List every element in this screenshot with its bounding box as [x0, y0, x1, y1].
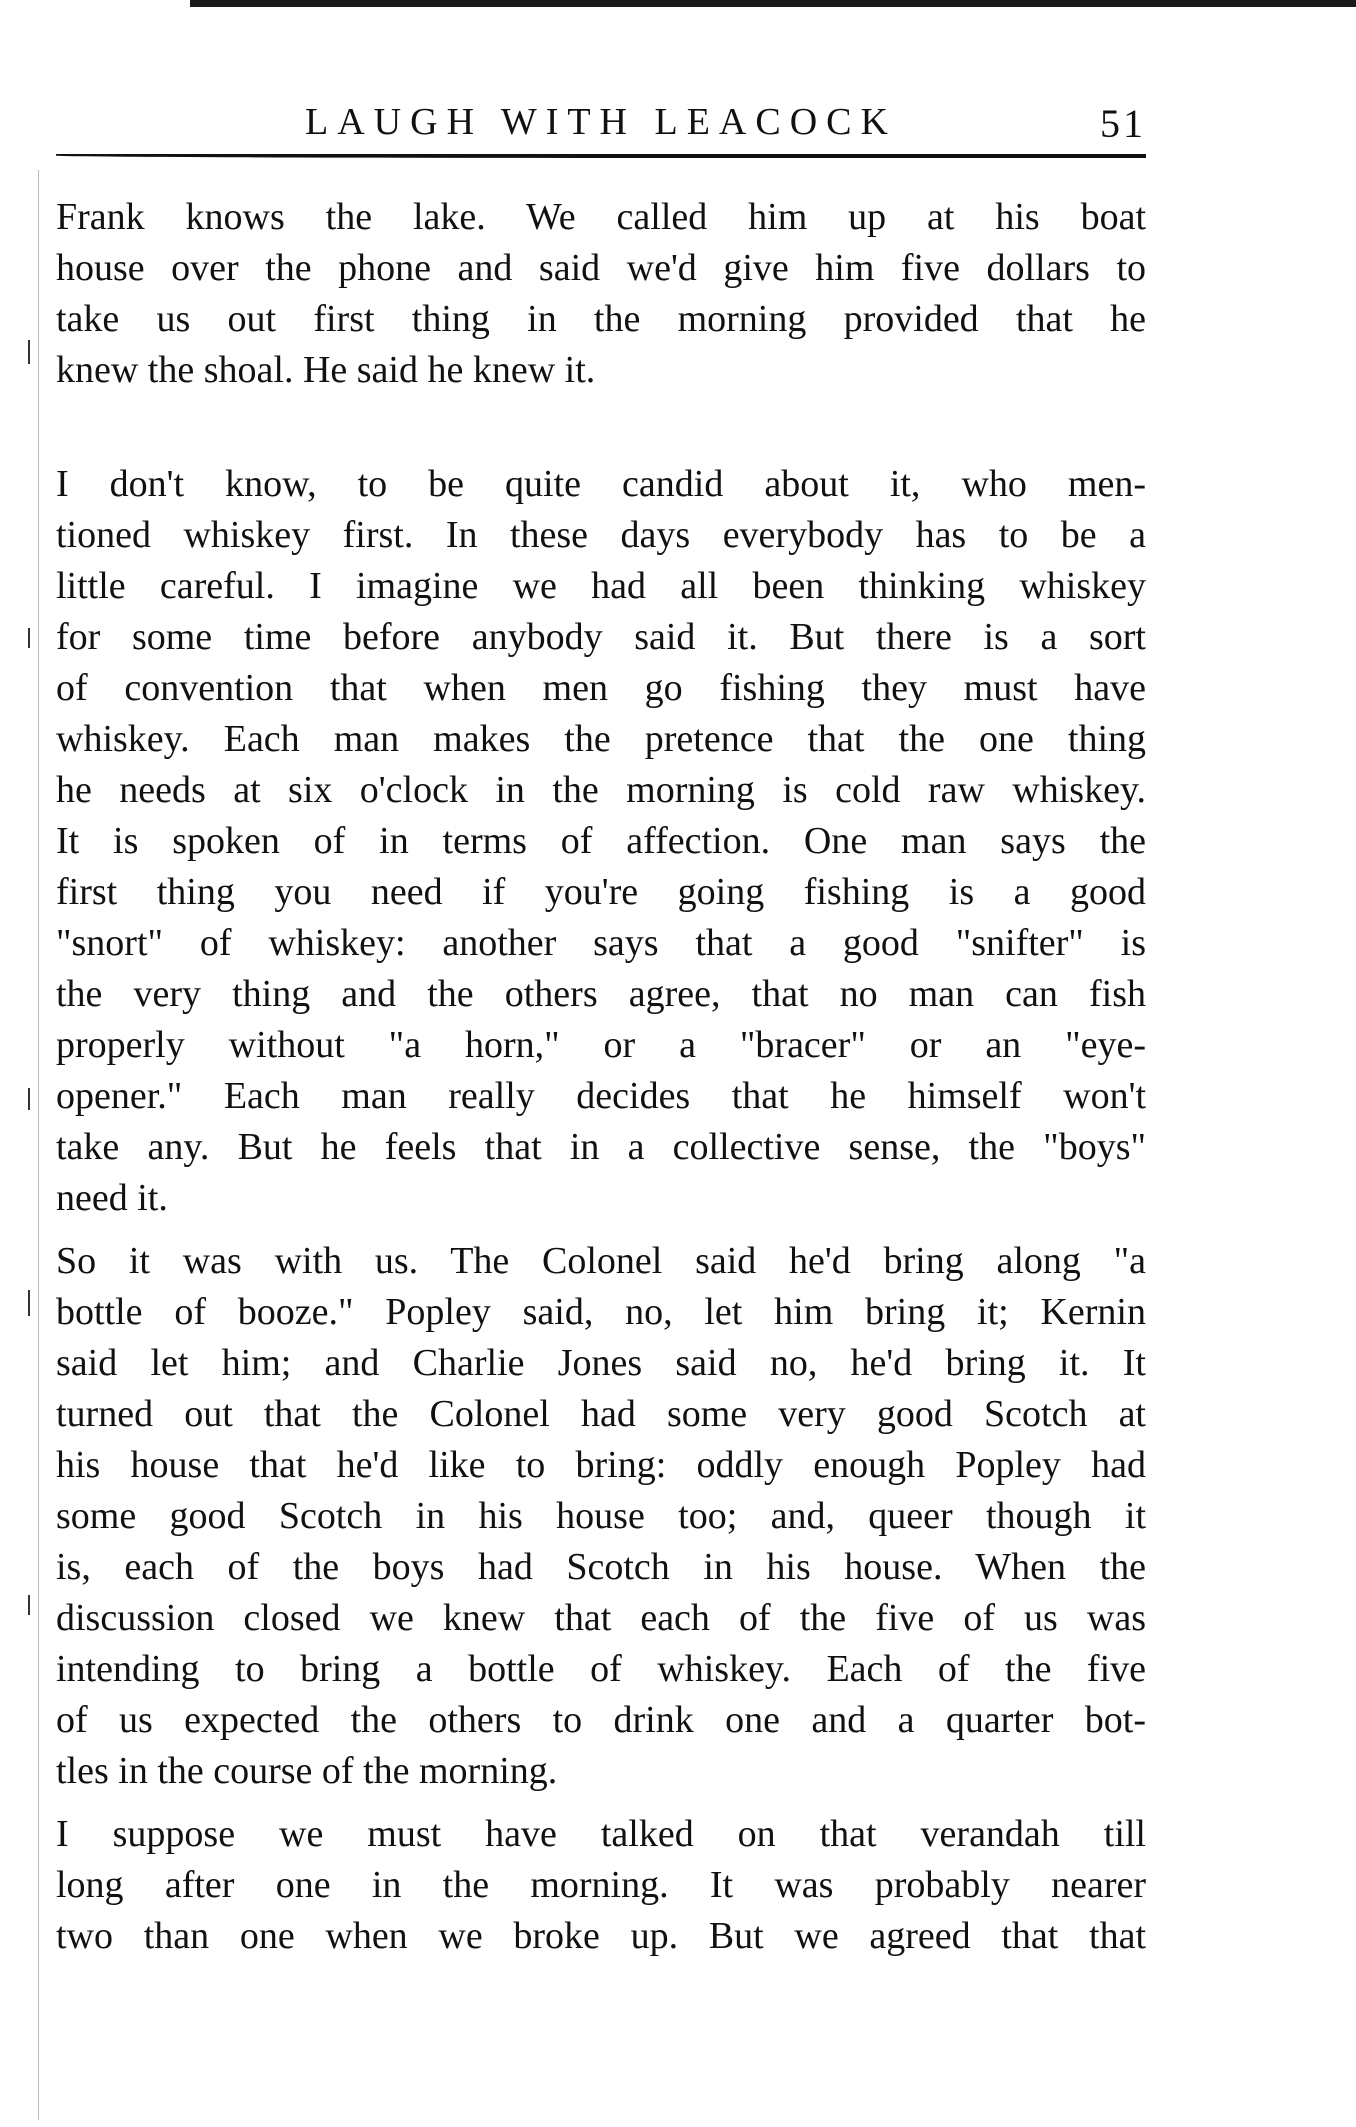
paragraph	[56, 459, 1146, 1224]
text-line: tioned whiskey first. In these days everybody has to be a	[56, 514, 1146, 556]
paragraph-gap	[56, 1797, 1146, 1809]
text-line: whiskey. Each man makes the pretence that the one thing	[56, 718, 1146, 760]
text-line: "snort" of whiskey: another says that a good "snifter" is	[56, 922, 1146, 964]
header-rule	[56, 154, 1146, 158]
running-title: LAUGH WITH LEACOCK	[305, 101, 897, 143]
text-line: long after one in the morning. It was probably nearer	[56, 1864, 1146, 1906]
text-line: turned out that the Colonel had some very good Scotch at	[56, 1393, 1146, 1435]
text-line: I don't know, to be quite candid about it, who men-	[56, 463, 1146, 505]
text-line: first thing you need if you're going fishing is a good	[56, 871, 1146, 913]
paragraph-gap	[56, 396, 1146, 459]
text-line: is, each of the boys had Scotch in his house. When the	[56, 1546, 1146, 1588]
paragraph	[56, 192, 1146, 396]
text-line: the very thing and the others agree, that no man can fish	[56, 973, 1146, 1015]
body-text	[56, 192, 1146, 1962]
text-line: bottle of booze." Popley said, no, let him bring it; Kernin	[56, 1291, 1146, 1333]
margin-mark	[28, 628, 30, 648]
margin-mark	[28, 340, 30, 364]
paragraph	[56, 1236, 1146, 1797]
text-line: So it was with us. The Colonel said he'd bring along "a	[56, 1240, 1146, 1282]
text-line: little careful. I imagine we had all been thinking whiskey	[56, 565, 1146, 607]
text-line: Frank knows the lake. We called him up at his boat	[56, 196, 1146, 238]
text-line: of convention that when men go fishing they must have	[56, 667, 1146, 709]
margin-mark	[28, 1595, 30, 1615]
page-number: 51	[1100, 101, 1146, 146]
text-line: intending to bring a bottle of whiskey. Each of the five	[56, 1648, 1146, 1690]
text-line: opener." Each man really decides that he himself won't	[56, 1075, 1146, 1117]
text-line: he needs at six o'clock in the morning is cold raw whiskey.	[56, 769, 1146, 811]
text-line: properly without "a horn," or a "bracer" or an "eye-	[56, 1024, 1146, 1066]
paragraph	[56, 1809, 1146, 1962]
gutter-shadow-line	[38, 170, 39, 2120]
top-edge-rule	[190, 0, 1356, 7]
running-head	[56, 100, 1146, 156]
text-line: tles in the course of the morning.	[56, 1750, 558, 1792]
text-line: knew the shoal. He said he knew it.	[56, 349, 596, 391]
text-line: house over the phone and said we'd give him five dollars to	[56, 247, 1146, 289]
text-line: It is spoken of in terms of affection. One man says the	[56, 820, 1146, 862]
text-line: discussion closed we knew that each of the five of us was	[56, 1597, 1146, 1639]
text-line: for some time before anybody said it. But there is a sort	[56, 616, 1146, 658]
margin-mark	[28, 1088, 30, 1110]
text-line: said let him; and Charlie Jones said no, he'd bring it. It	[56, 1342, 1146, 1384]
text-line: take us out first thing in the morning provided that he	[56, 298, 1146, 340]
paragraph-gap	[56, 1224, 1146, 1236]
text-line: I suppose we must have talked on that verandah till	[56, 1813, 1146, 1855]
margin-mark	[28, 1290, 30, 1316]
text-line: need it.	[56, 1177, 168, 1219]
text-line: take any. But he feels that in a collective sense, the "boys"	[56, 1126, 1146, 1168]
text-line: his house that he'd like to bring: oddly enough Popley had	[56, 1444, 1146, 1486]
text-line: of us expected the others to drink one and a quarter bot-	[56, 1699, 1146, 1741]
text-line: some good Scotch in his house too; and, queer though it	[56, 1495, 1146, 1537]
text-line: two than one when we broke up. But we agreed that that	[56, 1915, 1146, 1957]
